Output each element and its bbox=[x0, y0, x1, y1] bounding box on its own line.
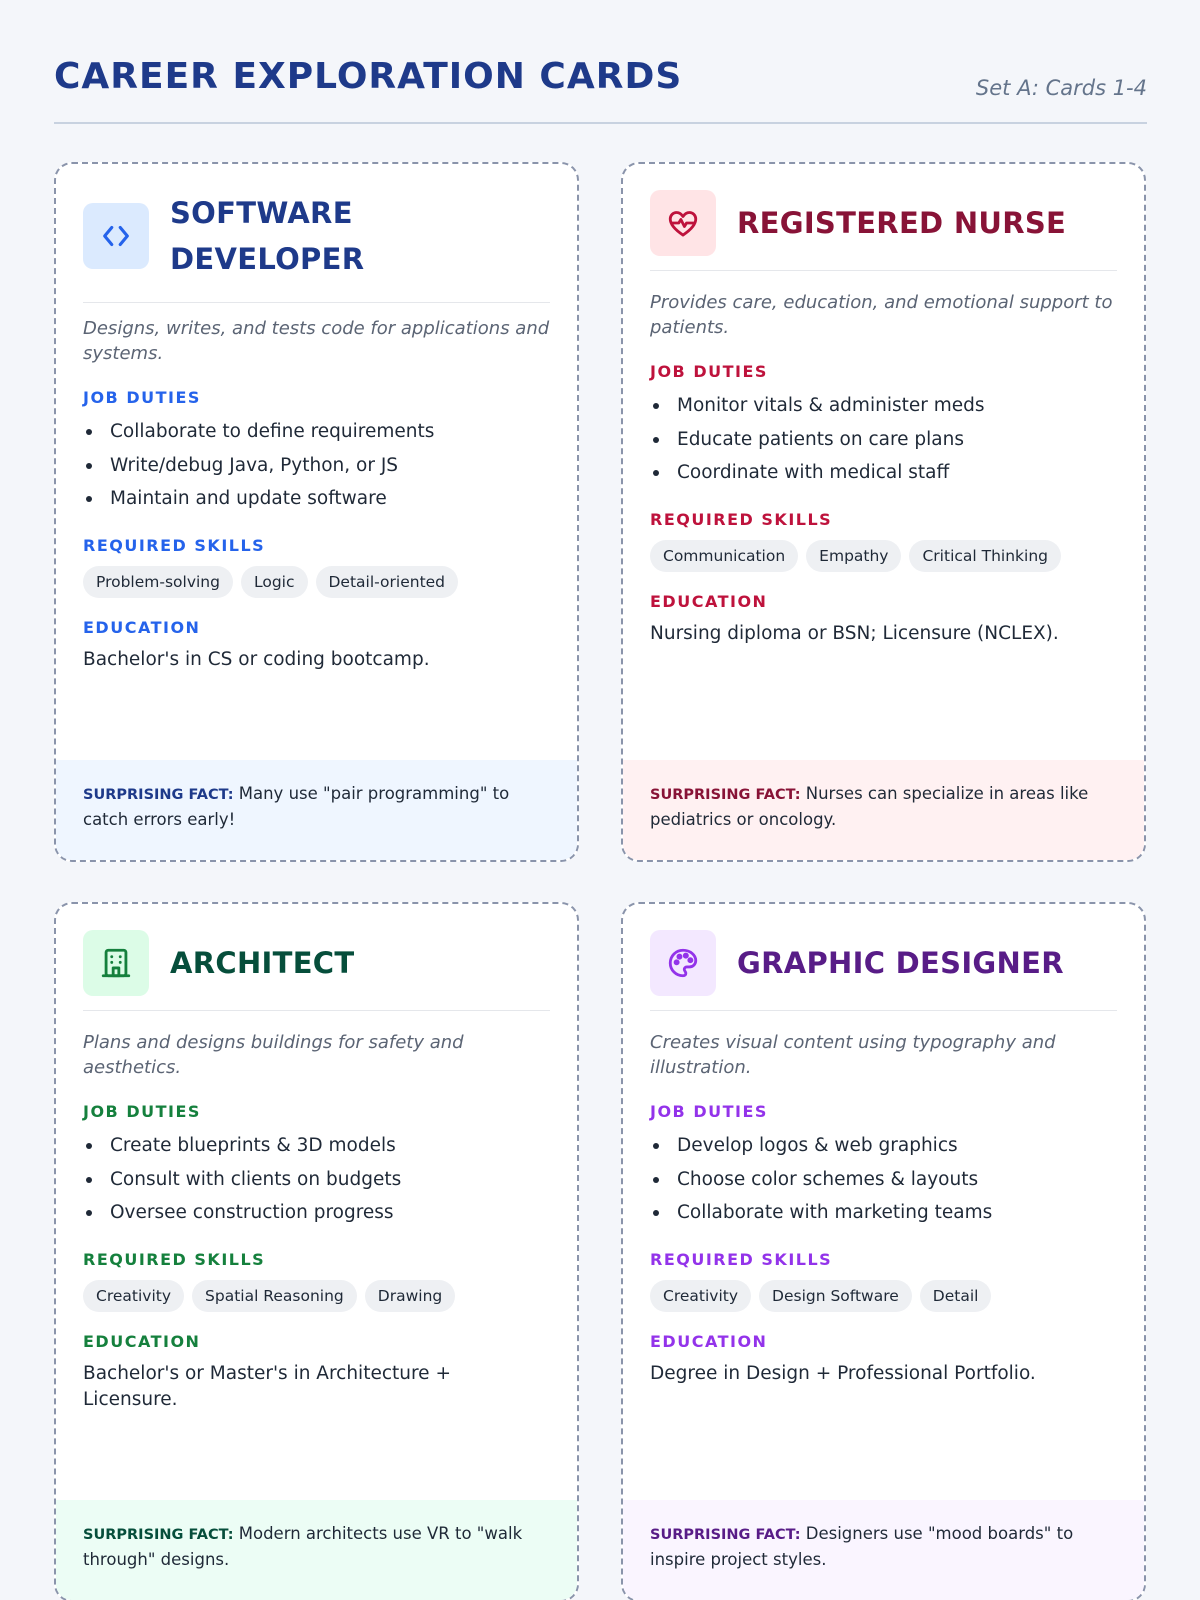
page-title: CAREER EXPLORATION CARDS bbox=[54, 56, 683, 97]
building-icon bbox=[83, 930, 149, 996]
card-body bbox=[650, 1030, 1117, 1387]
job-duties-list bbox=[650, 389, 1117, 490]
job-duties-list bbox=[83, 415, 550, 516]
list-item: Develop logos & web graphics bbox=[650, 1129, 1117, 1163]
fact-label: SURPRISING FACT: bbox=[650, 787, 801, 803]
fact-text: Designers use "mood boards" to inspire project styles. bbox=[650, 1524, 1074, 1569]
list-item: Coordinate with medical staff bbox=[650, 456, 1117, 490]
list-item: Consult with clients on budgets bbox=[83, 1163, 550, 1197]
job-duties-label: JOB DUTIES bbox=[650, 1102, 768, 1121]
skill-pill: Creativity bbox=[83, 1280, 184, 1312]
career-card-graphic-designer bbox=[621, 902, 1146, 1600]
fact-label: SURPRISING FACT: bbox=[83, 1527, 234, 1543]
card-summary: Provides care, education, and emotional support to patients. bbox=[650, 292, 1113, 338]
list-item: Collaborate with marketing teams bbox=[650, 1196, 1117, 1230]
card-body bbox=[83, 1030, 550, 1413]
card-header bbox=[83, 190, 550, 303]
list-item: Educate patients on care plans bbox=[650, 423, 1117, 457]
card-title-line: GRAPHIC DESIGNER bbox=[737, 946, 1064, 980]
card-header bbox=[83, 930, 550, 1011]
page-header bbox=[54, 52, 1147, 124]
skill-pill: Communication bbox=[650, 540, 798, 572]
card-summary: Creates visual content using typography and illustration. bbox=[650, 1032, 1056, 1078]
skill-pill: Logic bbox=[241, 566, 308, 598]
skill-pill: Drawing bbox=[365, 1280, 455, 1312]
set-label: Set A: Cards 1-4 bbox=[975, 76, 1147, 100]
fact-text: Modern architects use VR to "walk through" designs. bbox=[83, 1524, 523, 1569]
card-title-line: SOFTWARE bbox=[170, 196, 353, 230]
card-title bbox=[737, 940, 1064, 986]
card-header bbox=[650, 190, 1117, 271]
skill-pill: Detail-oriented bbox=[316, 566, 459, 598]
fact-text: Many use "pair programming" to catch errors early! bbox=[83, 784, 510, 829]
list-item: Maintain and update software bbox=[83, 482, 550, 516]
list-item: Collaborate to define requirements bbox=[83, 415, 550, 449]
job-duties-list bbox=[650, 1129, 1117, 1230]
skill-pill: Problem-solving bbox=[83, 566, 233, 598]
code-icon bbox=[83, 203, 149, 269]
career-card-registered-nurse bbox=[621, 162, 1146, 862]
job-duties-label: JOB DUTIES bbox=[83, 388, 201, 407]
skill-pill: Spatial Reasoning bbox=[192, 1280, 357, 1312]
skills-list bbox=[83, 1280, 550, 1312]
card-summary: Designs, writes, and tests code for applications and systems. bbox=[83, 318, 550, 364]
card-title-line: REGISTERED NURSE bbox=[737, 206, 1067, 240]
list-item: Write/debug Java, Python, or JS bbox=[83, 449, 550, 483]
education-label: EDUCATION bbox=[650, 1331, 768, 1351]
education-text: Nursing diploma or BSN; Licensure (NCLEX). bbox=[650, 622, 1059, 644]
card-title-line: DEVELOPER bbox=[170, 242, 365, 276]
fact-label: SURPRISING FACT: bbox=[650, 1527, 801, 1543]
fact-label: SURPRISING FACT: bbox=[83, 787, 234, 803]
list-item: Oversee construction progress bbox=[83, 1196, 550, 1230]
palette-icon bbox=[650, 930, 716, 996]
job-duties-label: JOB DUTIES bbox=[83, 1102, 201, 1121]
card-title bbox=[737, 200, 1066, 246]
skill-pill: Detail bbox=[920, 1280, 992, 1312]
skills-list bbox=[83, 566, 550, 598]
job-duties-list bbox=[83, 1129, 550, 1230]
required-skills-label: REQUIRED SKILLS bbox=[650, 1249, 833, 1269]
surprising-fact bbox=[56, 1500, 577, 1600]
skills-list bbox=[650, 540, 1117, 572]
surprising-fact bbox=[623, 760, 1144, 860]
card-body bbox=[650, 290, 1117, 647]
skill-pill: Critical Thinking bbox=[909, 540, 1061, 572]
skill-pill: Empathy bbox=[806, 540, 901, 572]
surprising-fact bbox=[56, 760, 577, 860]
skill-pill: Creativity bbox=[650, 1280, 751, 1312]
card-title bbox=[170, 940, 354, 986]
career-card-architect bbox=[54, 902, 579, 1600]
required-skills-label: REQUIRED SKILLS bbox=[650, 509, 833, 529]
skills-list bbox=[650, 1280, 1117, 1312]
education-label: EDUCATION bbox=[83, 1331, 201, 1351]
skill-pill: Design Software bbox=[759, 1280, 912, 1312]
required-skills-label: REQUIRED SKILLS bbox=[83, 535, 266, 555]
education-text: Bachelor's or Master's in Architecture + Licensure. bbox=[83, 1362, 451, 1410]
list-item: Choose color schemes & layouts bbox=[650, 1163, 1117, 1197]
list-item: Monitor vitals & administer meds bbox=[650, 389, 1117, 423]
card-title bbox=[170, 190, 364, 282]
card-summary: Plans and designs buildings for safety and aesthetics. bbox=[83, 1032, 464, 1078]
surprising-fact bbox=[623, 1500, 1144, 1600]
education-label: EDUCATION bbox=[650, 591, 768, 611]
education-text: Degree in Design + Professional Portfolio. bbox=[650, 1362, 1036, 1384]
education-label: EDUCATION bbox=[83, 617, 201, 637]
heart-pulse-icon bbox=[650, 190, 716, 256]
education-text: Bachelor's in CS or coding bootcamp. bbox=[83, 648, 430, 670]
card-body bbox=[83, 316, 550, 673]
card-title-line: ARCHITECT bbox=[170, 946, 355, 980]
required-skills-label: REQUIRED SKILLS bbox=[83, 1249, 266, 1269]
card-header bbox=[650, 930, 1117, 1011]
job-duties-label: JOB DUTIES bbox=[650, 362, 768, 381]
career-card-software-developer bbox=[54, 162, 579, 862]
list-item: Create blueprints & 3D models bbox=[83, 1129, 550, 1163]
fact-text: Nurses can specialize in areas like pediatrics or oncology. bbox=[650, 784, 1089, 829]
